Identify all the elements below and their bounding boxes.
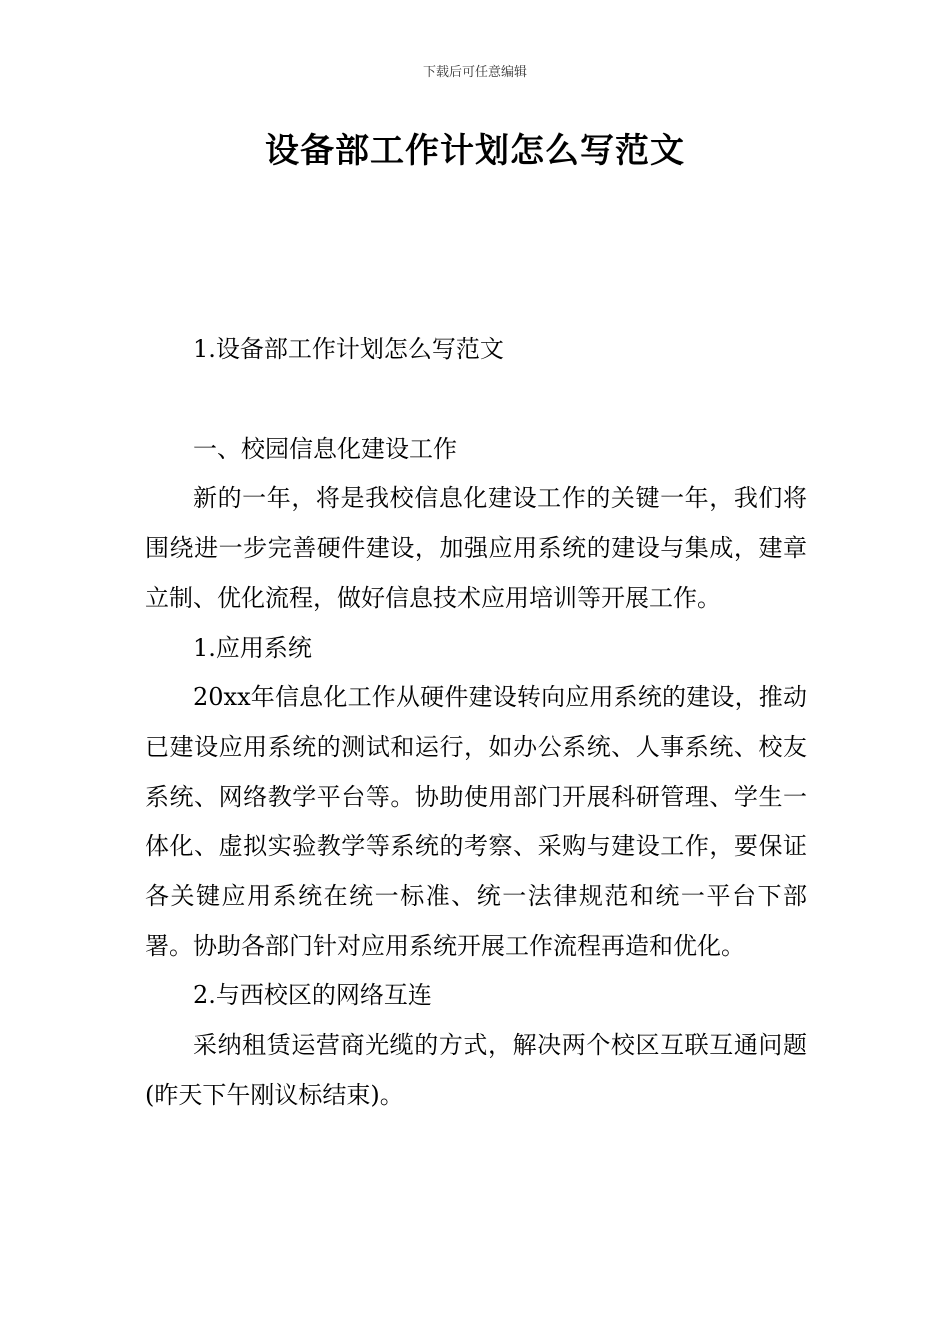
body-paragraph: 20xx年信息化工作从硬件建设转向应用系统的建设，推动已建设应用系统的测试和运行，如办公系统、人事系统、校友系统、网络教学平台等。协助使用部门开展科研管理、学生一体化、虚拟实验教学等系统的考察、采购与建设工作，要保证各关键应用系统在统一标准、统一法律规范和统一平台下部署。协助各部门针对应用系统开展工作流程再造和优化。 [145,683,807,960]
document-title: 设备部工作计划怎么写范文 [265,131,685,171]
section-heading: 1.设备部工作计划怎么写范文 [193,335,504,363]
spacer [145,375,807,425]
item-heading: 1.应用系统 [193,633,312,662]
document-body [145,325,807,1121]
subsection-heading: 一、校园信息化建设工作 [193,434,457,463]
body-paragraph: 新的一年，将是我校信息化建设工作的关键一年，我们将围绕进一步完善硬件建设，加强应用系统的建设与集成，建章立制、优化流程，做好信息技术应用培训等开展工作。 [145,484,807,612]
item-heading: 2.与西校区的网络互连 [193,981,432,1010]
header-note: 下载后可任意编辑 [422,65,527,80]
body-paragraph: 采纳租赁运营商光缆的方式，解决两个校区互联互通问题(昨天下午刚议标结束)。 [145,1031,807,1109]
